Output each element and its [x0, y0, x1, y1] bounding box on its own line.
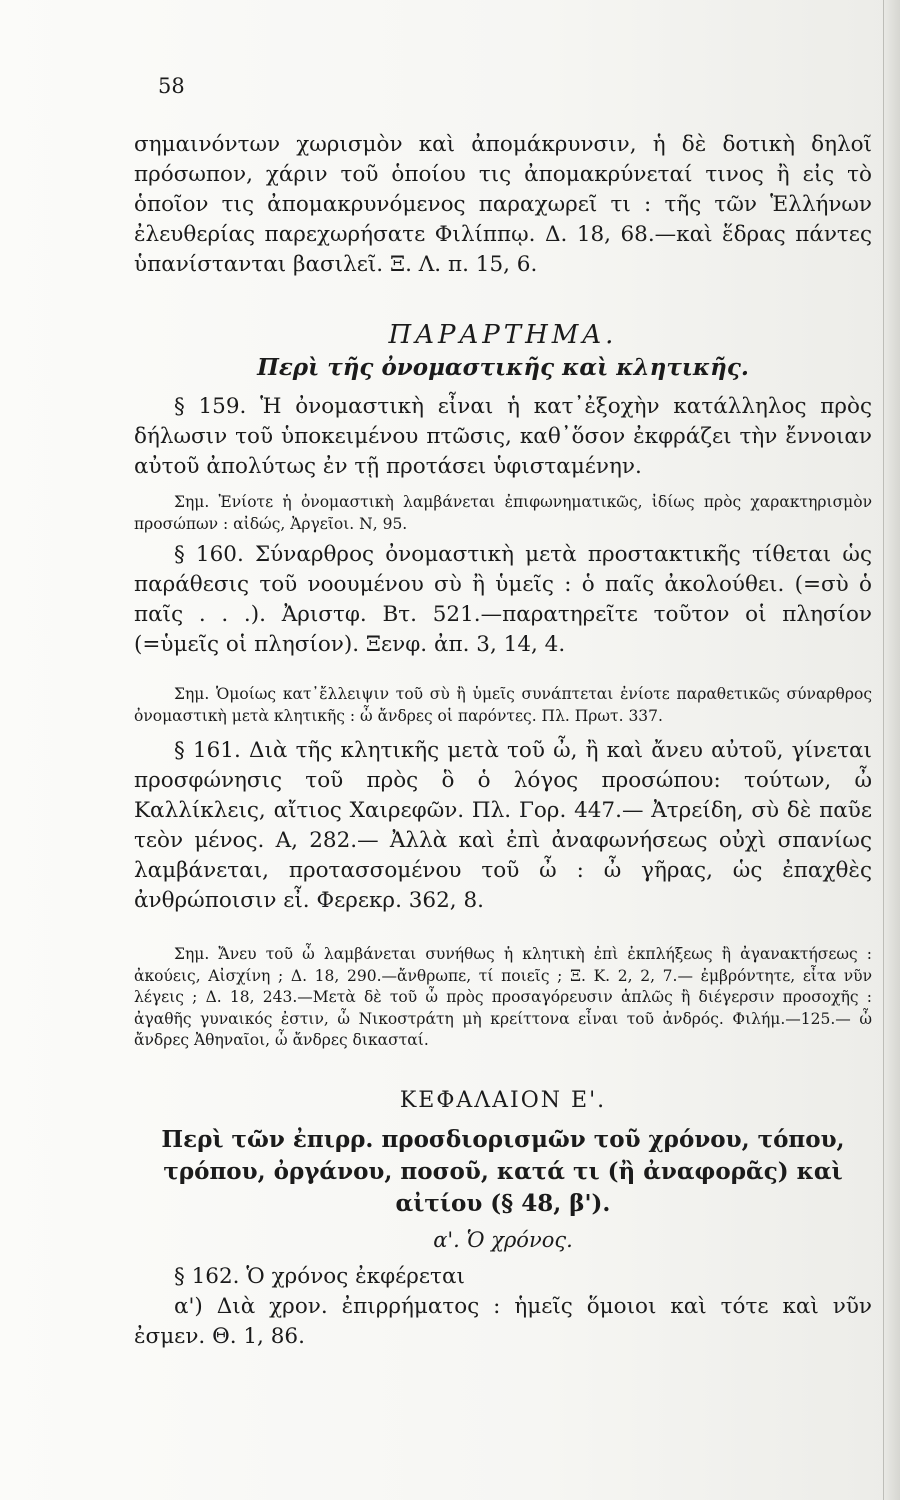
paragraph-161: § 161. Διὰ τῆς κλητικῆς μετὰ τοῦ ὦ, ἢ καὶ ἄνευ αὐτοῦ, γίνεται προσφώνησις τοῦ πρὸς ὃ ὁ λόγος προσώπου: τούτων, ὦ Καλλίκλεις, αἴτιος Χαιρεφῶν. Πλ. Γορ. 447.— Ἀτρείδη, σὺ δὲ παῦε τεὸν μένος. Α, 282.— Ἀλλὰ καὶ ἐπὶ ἀναφωνήσεως οὐχὶ σπανίως λαμβάνεται, προτασσομένου τοῦ ὦ : ὦ γῆρας, ὡς ἐπαχθὲς ἀνθρώποισιν εἶ. Φερεκρ. 362, 8. [134, 738, 872, 913]
paragraph-continuation: σημαινόντων χωρισμὸν καὶ ἀπομάκρυνσιν, ἡ δὲ δοτικὴ δηλοῖ πρόσωπον, χάριν τοῦ ὁποίου τις ἀπομακρύνεταί τινος ἢ εἰς τὸ ὁποῖον τις ἀπομακρυνόμενος παραχωρεῖ τι : τῆς τῶν Ἑλλήνων ἐλευθερίας παρεχωρήσατε Φιλίππῳ. Δ. 18, 68.—καὶ ἕδρας πάντες ὑπανίστανται βασιλεῖ. Ξ. Λ. π. 15, 6. [134, 132, 872, 277]
paragraph-162-a: α') Διὰ χρον. ἐπιρρήματος : ἡμεῖς ὅμοιοι καὶ τότε καὶ νῦν ἐσμεν. Θ. 1, 86. [134, 1294, 872, 1349]
note-161: Σημ. Ἄνευ τοῦ ὦ λαμβάνεται συνήθως ἡ κλητικὴ ἐπὶ ἐκπλήξεως ἢ ἀγανακτήσεως : ἀκούεις, Αἰσχίνη ; Δ. 18, 290.—ἄνθρωπε, τί ποιεῖς ; Ξ. Κ. 2, 2, 7.— ἐμβρόντητε, εἶτα νῦν λέγεις ; Δ. 18, 243.—Μετὰ δὲ τοῦ ὦ πρὸς προσαγόρευσιν ἁπλῶς ἢ διέγερσιν προσοχῆς : ἀγαθῆς γυναικός ἐστιν, ὦ Νικοστράτη μὴ κρείττονα εἶναι τοῦ ἀνδρός. Φιλήμ.—125.— ὦ ἄνδρες Ἀθηναῖοι, ὦ ἄνδρες δικασταί. [134, 945, 872, 1049]
note-160: Σημ. Ὁμοίως κατ᾽ἔλλειψιν τοῦ σὺ ἢ ὑμεῖς συνάπτεται ἐνίοτε παραθετικῶς σύναρθρος ὀνομαστικὴ μετὰ κλητικῆς : ὦ ἄνδρες οἱ παρόντες. Πλ. Πρωτ. 337. [134, 685, 872, 725]
section-subtitle: α'. Ὁ χρόνος. [433, 1228, 573, 1252]
chapter-title: ΚΕΦΑΛΑΙΟΝ Ε'. [399, 1088, 607, 1113]
note-159: Σημ. Ἐνίοτε ἡ ὀνομαστικὴ λαμβάνεται ἐπιφωνηματικῶς, ἰδίως πρὸς χαρακτηρισμὸν προσώπων : αἰδώς, Ἀργεῖοι. Ν, 95. [134, 493, 872, 533]
page-edge [883, 0, 900, 1500]
page-number: 58 [158, 74, 185, 98]
appendix-title: ΠΑΡΑΡΤΗΜΑ. [388, 320, 618, 350]
paragraph-160: § 160. Σύναρθρος ὀνομαστικὴ μετὰ προστακτικῆς τίθεται ὡς παράθεσις τοῦ νοουμένου σὺ ἢ ὑμεῖς : ὁ παῖς ἀκολούθει. (=σὺ ὁ παῖς . . .). Ἀριστφ. Βτ. 521.—παρατηρεῖτε τοῦτον οἱ πλησίον (=ὑμεῖς οἱ πλησίον). Ξενφ. ἀπ. 3, 14, 4. [134, 542, 872, 657]
chapter-subtitle: Περὶ τῶν ἐπιρρ. προσδιορισμῶν τοῦ χρόνου, τόπου, τρόπου, ὀργάνου, ποσοῦ, κατά τι (ἢ ἀναφορᾶς) καὶ αἰτίου (§ 48, β'). [161, 1126, 845, 1217]
appendix-subtitle: Περὶ τῆς ὀνομαστικῆς καὶ κλητικῆς. [257, 354, 749, 381]
paragraph-162: § 162. Ὁ χρόνος ἐκφέρεται [174, 1264, 465, 1289]
paragraph-159: § 159. Ἡ ὀνομαστικὴ εἶναι ἡ κατ᾽ἐξοχὴν κατάλληλος πρὸς δήλωσιν τοῦ ὑποκειμένου πτῶσις, καθ᾽ὅσον ἐκφράζει τὴν ἔννοιαν αὐτοῦ ἀπολύτως ἐν τῇ προτάσει ὑφισταμένην. [134, 394, 872, 479]
